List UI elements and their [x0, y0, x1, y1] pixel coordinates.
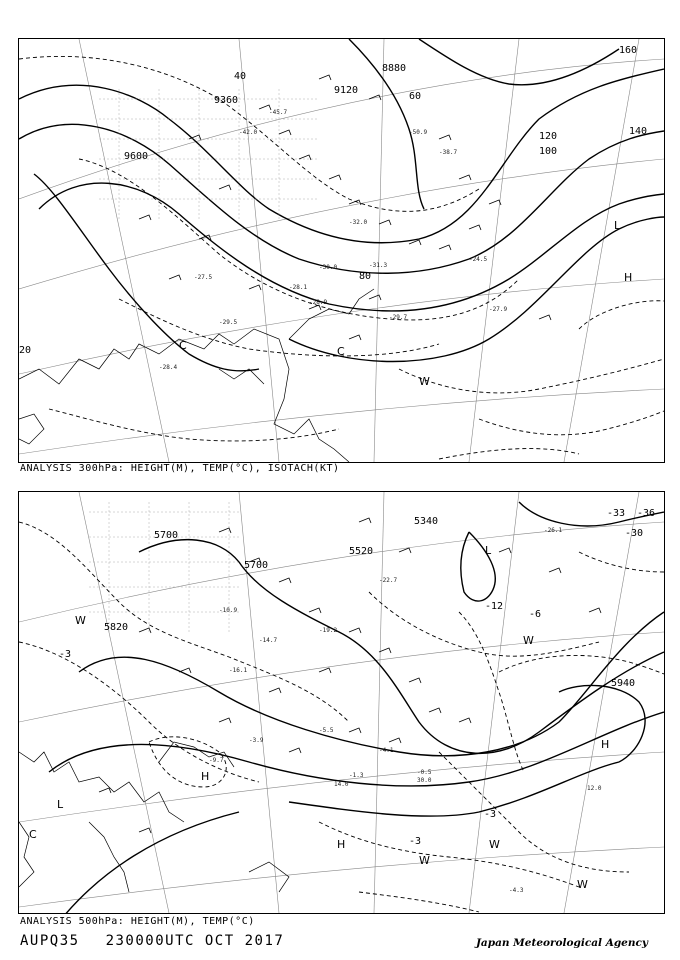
graticule [19, 39, 664, 462]
map-panel-500hpa [18, 491, 665, 914]
cold-center-symbol: C [337, 345, 345, 358]
isotherm-label: -6 [529, 609, 542, 620]
isotach-label: 140 [629, 126, 648, 137]
height-label: 8880 [382, 63, 407, 74]
temp-label: -42.0 [239, 129, 258, 136]
isotherm-label: -33 [607, 508, 626, 519]
map-500hpa-chart [19, 492, 664, 913]
isotherm-labels [59, 508, 655, 847]
low-center-symbol: L [485, 544, 492, 557]
high-center-symbol: H [337, 838, 346, 851]
isotach-label: 20 [19, 345, 32, 356]
low-center-symbol: L [57, 798, 64, 811]
station-value: -4.3 [509, 887, 524, 894]
isotherm-contours [19, 522, 664, 912]
station-value: 30.0 [417, 777, 432, 784]
warm-center-symbol: W [419, 375, 430, 388]
temperature-labels [159, 109, 507, 371]
product-header [20, 933, 284, 949]
height-label: 5700 [244, 560, 269, 571]
height-label: 5340 [414, 516, 439, 527]
map-300hpa-chart [19, 39, 664, 462]
cold-center-symbol: C [179, 339, 187, 352]
temp-label: -28.1 [289, 284, 308, 291]
warm-center-symbol: W [75, 614, 86, 627]
temp-label: -28.4 [159, 364, 178, 371]
temp-label: -27.9 [489, 306, 508, 313]
height-contours [49, 502, 664, 913]
station-value: -16.1 [229, 667, 248, 674]
high-center-symbol: H [601, 738, 610, 751]
product-code: AUPQ35 [20, 933, 80, 949]
temp-label: -38.7 [439, 149, 458, 156]
height-label: 5520 [349, 546, 374, 557]
wind-barbs [99, 518, 601, 833]
station-value: -14.7 [259, 637, 278, 644]
temp-label: -45.7 [269, 109, 288, 116]
temp-label: -50.9 [409, 129, 428, 136]
height-label: 9360 [214, 95, 239, 106]
temp-label: -29.5 [219, 319, 238, 326]
height-labels [104, 516, 635, 689]
isotherm-label: -36 [637, 508, 656, 519]
station-value: -4.1 [379, 747, 394, 754]
station-value: 14.0 [334, 781, 349, 788]
temp-label: -31.3 [369, 262, 388, 269]
isotach-label: 60 [409, 91, 422, 102]
station-value: -19.2 [319, 627, 338, 634]
isotherm-label: -30 [625, 528, 644, 539]
isotach-label: 40 [234, 71, 247, 82]
temp-label: -24.5 [469, 256, 488, 263]
station-value: -22.7 [379, 577, 398, 584]
temp-label: -32.0 [349, 219, 368, 226]
caption-300hpa: ANALYSIS 300hPa: HEIGHT(M), TEMP(°C), ISOTACH(KT) [20, 463, 340, 474]
height-label: 9120 [334, 85, 359, 96]
height-label: 5940 [611, 678, 636, 689]
map-panel-300hpa [18, 38, 665, 463]
isotach-label: 120 [539, 131, 558, 142]
height-label: 9600 [124, 151, 149, 162]
low-center-symbol: L [614, 219, 621, 232]
station-value: -1.3 [349, 772, 364, 779]
isotach-contours [19, 56, 664, 459]
isotach-label: 100 [539, 146, 558, 157]
temp-label: -27.5 [194, 274, 213, 281]
warm-center-symbol: W [419, 854, 430, 867]
station-value: -9.7 [209, 757, 224, 764]
caption-500hpa: ANALYSIS 500hPa: HEIGHT(M), TEMP(°C) [20, 916, 255, 927]
warm-center-symbol: W [577, 878, 588, 891]
station-value: -26.1 [544, 527, 563, 534]
height-label: 5700 [154, 530, 179, 541]
isotach-label: 160 [619, 45, 638, 56]
wind-barbs [139, 75, 551, 340]
temp-label: -28.9 [309, 299, 328, 306]
temp-label: -29.7 [389, 314, 408, 321]
agency-credit: Japan Meteorological Agency [475, 937, 648, 949]
pressure-centers [29, 544, 609, 891]
high-center-symbol: H [201, 770, 210, 783]
station-value: -3.9 [249, 737, 264, 744]
isotherm-label: -3 [409, 836, 422, 847]
station-values [209, 527, 602, 894]
cold-center-symbol: C [29, 828, 37, 841]
isotherm-label: -3 [484, 809, 497, 820]
pressure-centers [179, 219, 632, 388]
height-label: 5820 [104, 622, 129, 633]
station-value: -5.5 [319, 727, 334, 734]
valid-time: 230000UTC OCT 2017 [105, 933, 285, 949]
height-labels [124, 63, 406, 162]
temp-label: -30.0 [319, 264, 338, 271]
stipple-region [89, 502, 239, 632]
isotherm-label: -3 [59, 649, 72, 660]
isotach-label: 80 [359, 271, 372, 282]
isotherm-label: -12 [485, 601, 504, 612]
high-center-symbol: H [624, 271, 633, 284]
station-value: -0.5 [417, 769, 432, 776]
warm-center-symbol: W [489, 838, 500, 851]
station-value: 12.0 [587, 785, 602, 792]
station-value: -10.9 [219, 607, 238, 614]
coastline [19, 289, 374, 462]
warm-center-symbol: W [523, 634, 534, 647]
